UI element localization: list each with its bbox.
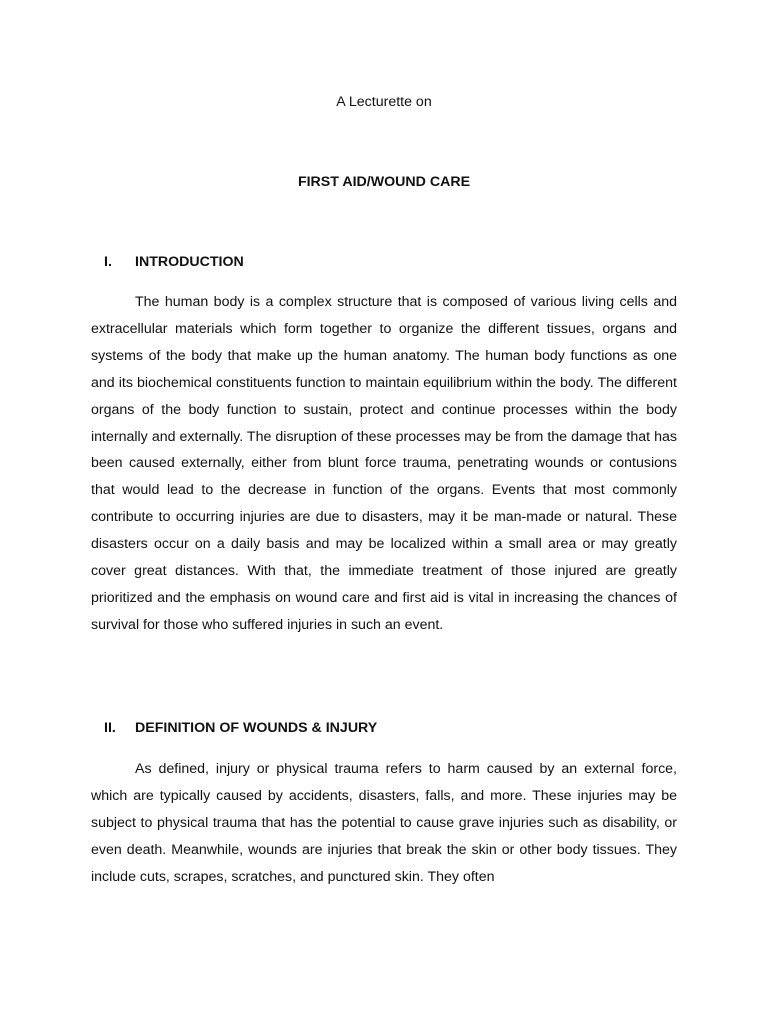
section-heading-text: DEFINITION OF WOUNDS & INJURY	[135, 720, 378, 736]
section-number: I.	[104, 254, 112, 270]
section-heading-text: INTRODUCTION	[135, 254, 244, 270]
section-heading-definition	[104, 719, 377, 737]
introduction-paragraph: The human body is a complex structure that is composed of various living cells and extracellular materials which form together to organize the different tissues, organs and systems of the body that make up the human anatomy. The human body functions as one and its biochemical constituents function to maintain equilibrium within the body. The different organs of the body function to sustain, protect and continue processes within the body internally and externally. The disruption of these processes may be from the damage that has been caused externally, either from blunt force trauma, penetrating wounds or contusions that would lead to the decrease in function of the organs. Events that most commonly contribute to occurring injuries are due to disasters, may it be man-made or natural. These disasters occur on a daily basis and may be localized within a small area or may greatly cover great distances. With that, the immediate treatment of those injured are greatly prioritized and the emphasis on wound care and first aid is vital in increasing the chances of survival for those who suffered injuries in such an event.	[91, 294, 677, 633]
document-subtitle: A Lecturette on	[336, 94, 432, 110]
document-title: FIRST AID/WOUND CARE	[297, 174, 471, 190]
definition-paragraph: As defined, injury or physical trauma refers to harm caused by an external force, which are typically caused by accidents, disasters, falls, and more. These injuries may be subject to physical trauma that has the potential to cause grave injuries such as disability, or even death. Meanwhile, wounds are injuries that break the skin or other body tissues. They include cuts, scrapes, scratches, and punctured skin. They often	[91, 761, 677, 885]
section-number: II.	[104, 720, 116, 736]
section-heading-introduction	[104, 253, 244, 271]
